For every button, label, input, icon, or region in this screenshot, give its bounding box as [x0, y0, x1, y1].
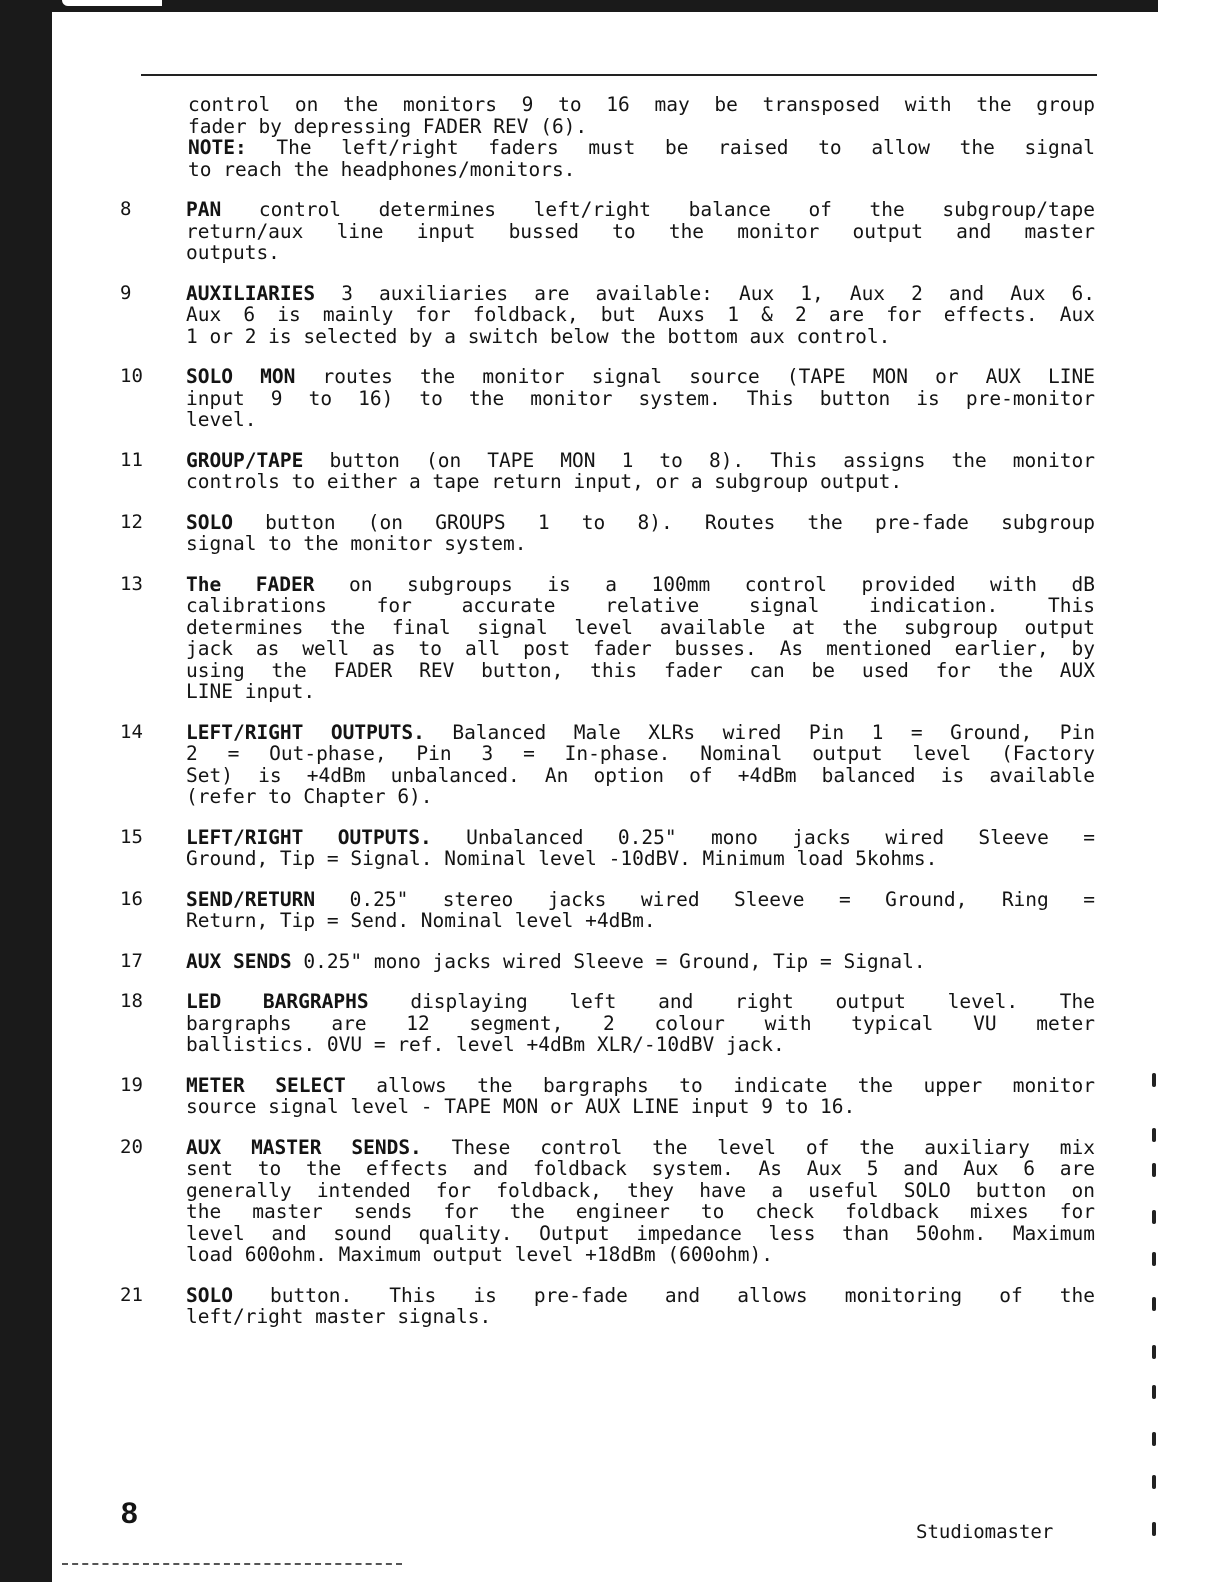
intro-paragraph: [188, 94, 1095, 180]
item-line: level and sound quality. Output impedance less than 50ohm. Maximum: [186, 1221, 1095, 1245]
list-item: [120, 722, 1095, 808]
item-text: button (on TAPE MON 1 to 8). This assigns the monitor: [303, 448, 1095, 472]
item-line: input 9 to 16) to the monitor system. This button is pre-monitor: [186, 386, 1095, 410]
item-keyword: AUX SENDS: [186, 949, 292, 973]
item-keyword: PAN: [186, 198, 222, 221]
item-line: Set) is +4dBm unbalanced. An option of +4dBm balanced is available: [186, 763, 1095, 787]
scan-mark: [1152, 1475, 1156, 1489]
item-line: [186, 951, 1095, 973]
item-body: [186, 951, 1095, 973]
item-line: bargraphs are 12 segment, 2 colour with typical VU meter: [186, 1011, 1095, 1035]
item-line: [186, 512, 1095, 534]
item-number: 11: [120, 448, 143, 471]
scan-mark: [1152, 1210, 1156, 1224]
item-line: 1 or 2 is selected by a switch below the bottom aux control.: [186, 324, 891, 348]
item-body: [186, 512, 1095, 555]
item-text: 0.25" mono jacks wired Sleeve = Ground, Tip = Signal.: [291, 949, 926, 973]
item-line: generally intended for foldback, they have a useful SOLO button on: [186, 1178, 1095, 1202]
item-keyword: METER SELECT: [186, 1073, 346, 1097]
item-line: [186, 991, 1095, 1013]
list-item: [120, 283, 1095, 348]
item-line: Aux 6 is mainly for foldback, but Auxs 1 & 2 are for effects. Aux: [186, 303, 1095, 326]
item-body: [186, 827, 1095, 870]
scan-mark: [1152, 1345, 1156, 1359]
list-item: [120, 1137, 1095, 1266]
scan-mark: [1152, 1073, 1156, 1087]
item-text: on subgroups is a 100mm control provided with dB: [314, 572, 1095, 596]
item-line: the master sends for the engineer to check foldback mixes for: [186, 1200, 1095, 1223]
item-line: signal to the monitor system.: [186, 532, 527, 555]
page-number: 8: [121, 1497, 138, 1530]
scan-mark: [1152, 1432, 1156, 1446]
item-number: 17: [120, 949, 143, 972]
list-item: [120, 574, 1095, 703]
intro-line: control on the monitors 9 to 16 may be transposed with the group: [188, 93, 1095, 116]
item-line: [186, 1137, 1095, 1159]
scan-mark: [1152, 1385, 1156, 1399]
scan-mark: [1152, 1163, 1156, 1177]
item-line: [186, 889, 1095, 911]
item-line: source signal level - TAPE MON or AUX LINE input 9 to 16.: [186, 1095, 856, 1118]
item-number: 19: [120, 1073, 143, 1096]
list-item: [120, 512, 1095, 555]
item-text: Balanced Male XLRs wired Pin 1 = Ground, Pin: [424, 720, 1095, 744]
list-item: [120, 951, 1095, 973]
item-body: [186, 366, 1095, 431]
footer-brand: Studiomaster: [916, 1521, 1054, 1543]
item-line: Return, Tip = Send. Nominal level +4dBm.: [186, 909, 656, 932]
list-item: [120, 366, 1095, 431]
scan-mark: [1152, 1297, 1156, 1311]
item-keyword: The FADER: [186, 572, 315, 596]
item-line: [186, 827, 1095, 849]
item-keyword: SEND/RETURN: [186, 887, 316, 911]
intro-line: fader by depressing FADER REV (6).: [188, 114, 588, 138]
item-body: [186, 889, 1095, 932]
list-item: [120, 889, 1095, 932]
item-text: control determines left/right balance of the subgroup/tape: [221, 198, 1095, 221]
item-text: Unbalanced 0.25" mono jacks wired Sleeve =: [431, 825, 1095, 849]
list-item: [120, 1075, 1095, 1118]
item-number: 13: [120, 572, 143, 595]
item-number: 20: [120, 1135, 143, 1158]
item-line: return/aux line input bussed to the monitor output and master: [186, 219, 1095, 243]
scan-border-top: [52, 0, 1158, 12]
item-body: [186, 722, 1095, 808]
item-line: [186, 722, 1095, 744]
item-line: [186, 283, 1095, 305]
item-keyword: GROUP/TAPE: [186, 448, 304, 472]
item-keyword: SOLO: [186, 1283, 233, 1307]
item-list: [120, 199, 1095, 1328]
item-text: These control the level of the auxiliary mix: [421, 1135, 1095, 1159]
item-text: displaying left and right output level. The: [368, 990, 1096, 1013]
note-text: The left/right faders must be raised to allow the signal: [276, 136, 1095, 159]
item-line: outputs.: [186, 241, 280, 264]
item-body: [186, 1075, 1095, 1118]
item-keyword: LEFT/RIGHT OUTPUTS.: [186, 720, 425, 744]
item-line: left/right master signals.: [186, 1305, 492, 1328]
note-line: [188, 137, 1095, 159]
item-text: allows the bargraphs to indicate the upper monitor: [345, 1073, 1095, 1097]
item-body: [186, 283, 1095, 348]
item-number: 18: [120, 990, 143, 1012]
note-label: NOTE:: [188, 136, 247, 159]
item-line: [186, 1285, 1095, 1307]
item-line: level.: [186, 408, 257, 431]
item-keyword: SOLO MON: [186, 365, 296, 388]
item-number: 9: [120, 281, 132, 304]
list-item: [120, 827, 1095, 870]
item-keyword: LED BARGRAPHS: [186, 990, 369, 1013]
item-body: [186, 1285, 1095, 1328]
item-line: Ground, Tip = Signal. Nominal level -10dBV. Minimum load 5kohms.: [186, 847, 938, 870]
item-number: 21: [120, 1283, 143, 1306]
list-item: [120, 991, 1095, 1056]
item-text: 0.25" stereo jacks wired Sleeve = Ground, Ring =: [315, 887, 1095, 911]
list-item: [120, 199, 1095, 264]
item-line: controls to either a tape return input, or a subgroup output.: [186, 470, 903, 493]
item-line: [186, 366, 1095, 388]
scan-mark: [1152, 1252, 1156, 1266]
item-keyword: SOLO: [186, 510, 233, 534]
item-line: [186, 450, 1095, 472]
item-line: calibrations for accurate relative signal indication. This: [186, 594, 1095, 617]
scan-mark: [1152, 1522, 1156, 1536]
item-line: [186, 1075, 1095, 1097]
item-body: [186, 1137, 1095, 1266]
item-text: button (on GROUPS 1 to 8). Routes the pre-fade subgroup: [232, 510, 1095, 534]
intro-line: to reach the headphones/monitors.: [188, 157, 576, 181]
item-line: ballistics. 0VU = ref. level +4dBm XLR/-10dBV jack.: [186, 1033, 785, 1056]
item-number: 14: [120, 720, 143, 743]
item-text: 3 auxiliaries are available: Aux 1, Aux 2 and Aux 6.: [315, 281, 1095, 305]
list-item: [120, 450, 1095, 493]
item-line: (refer to Chapter 6).: [186, 785, 433, 808]
header-rule: [141, 74, 1097, 76]
item-number: 15: [120, 825, 143, 848]
scan-mark: [1152, 1128, 1156, 1142]
item-text: routes the monitor signal source (TAPE MON or AUX LINE: [295, 365, 1096, 388]
item-keyword: AUXILIARIES: [186, 281, 316, 305]
item-keyword: LEFT/RIGHT OUTPUTS.: [186, 825, 432, 849]
item-body: [186, 991, 1095, 1056]
item-line: LINE input.: [186, 680, 316, 703]
item-line: jack as well as to all post fader busses. As mentioned earlier, by: [186, 637, 1095, 660]
item-body: [186, 574, 1095, 703]
item-line: 2 = Out-phase, Pin 3 = In-phase. Nominal output level (Factory: [186, 742, 1095, 765]
item-body: [186, 450, 1095, 493]
item-line: [186, 574, 1095, 596]
page-right-margin: [1158, 0, 1219, 1582]
list-item: [120, 1285, 1095, 1328]
scan-corner: [62, 0, 162, 6]
item-line: using the FADER REV button, this fader can be used for the AUX: [186, 658, 1095, 682]
item-keyword: AUX MASTER SENDS.: [186, 1135, 422, 1159]
item-body: [186, 199, 1095, 264]
item-line: determines the final signal level available at the subgroup output: [186, 615, 1095, 639]
item-number: 10: [120, 365, 143, 387]
page-content: [120, 94, 1095, 1328]
item-number: 8: [120, 198, 132, 220]
item-number: 16: [120, 887, 143, 910]
item-line: [186, 199, 1095, 221]
item-line: sent to the effects and foldback system. As Aux 5 and Aux 6 are: [186, 1157, 1095, 1180]
item-number: 12: [120, 510, 143, 533]
scan-border-left: [0, 0, 52, 1582]
item-text: button. This is pre-fade and allows monitoring of the: [232, 1283, 1095, 1307]
scan-dashes: [62, 1563, 402, 1565]
item-line: load 600ohm. Maximum output level +18dBm (600ohm).: [186, 1243, 773, 1266]
